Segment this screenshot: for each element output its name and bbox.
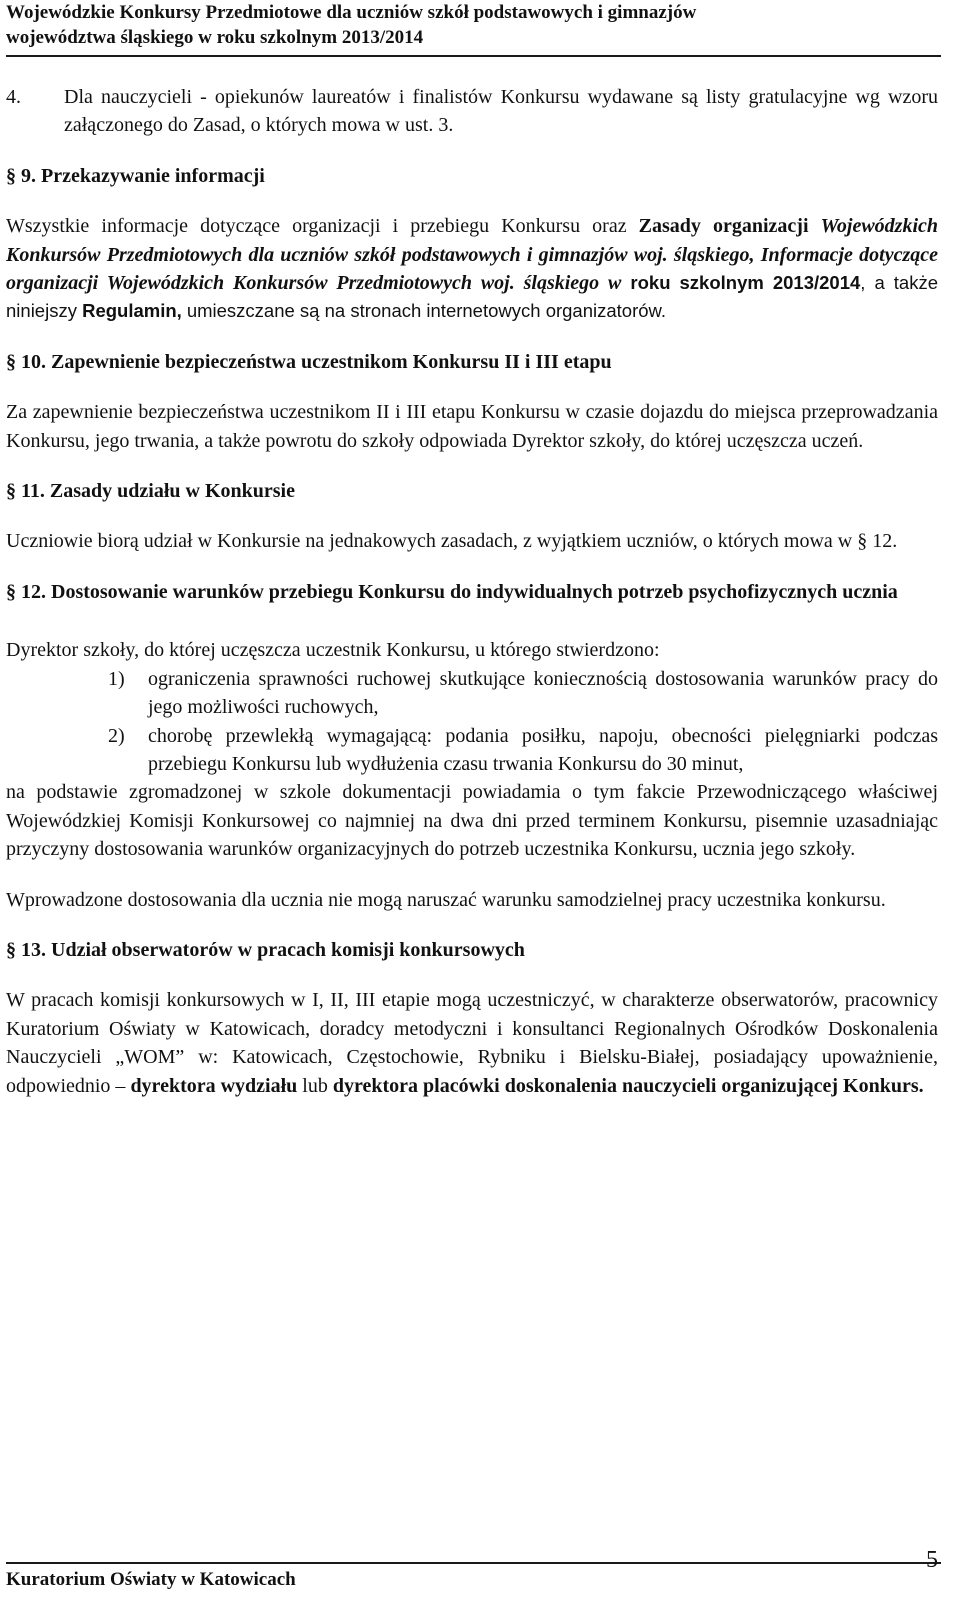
list-number: 1) [108, 667, 125, 690]
page-number: 5 [926, 1547, 938, 1573]
section-12-heading [6, 578, 938, 606]
section-9-text [6, 212, 938, 326]
text-run-bold: dyrektora placówki doskonalenia nauczycieli organizującej Konkurs. [332, 1074, 924, 1097]
page-header [6, 0, 946, 50]
text-run-bold: dyrektora wydziału [130, 1074, 298, 1097]
text-run: W pracach komisji konkursowych w I, II, III etapie mogą uczestniczyć, w charakterze obserwatorów, pracownicy Kuratorium Oświaty w Katowicach, doradcy metodyczni i konsultanci Regionalnych Ośrodków Doskonalenia Nauczycieli „WOM” w: Katowicach, Częstochowie, Rybniku i Bielsku-Białej, posiadający upoważnienie, odpowiednio – [6, 989, 938, 1097]
footer-rule [6, 1562, 941, 1564]
text-run-bold: Zasady organizacji [638, 215, 809, 238]
header-rule [6, 55, 941, 57]
paragraph-text: Dla nauczycieli - opiekunów laureatów i finalistów Konkursu wydawane są listy gratulacyjne wg wzoru załączonego do Zasad, o których mowa w ust. 3. [64, 86, 938, 137]
section-title: Dostosowanie warunków przebiegu Konkursu do indywidualnych potrzeb psychofizycznych ucznia [51, 580, 898, 603]
text-run: umieszczane są na stronach internetowych organizatorów. [186, 300, 667, 322]
paragraph-4 [6, 83, 938, 140]
list-item [108, 722, 938, 779]
document-body [6, 83, 938, 1100]
list-text: ograniczenia sprawności ruchowej skutkujące koniecznością dostosowania warunków pracy do jego możliwości ruchowych, [148, 667, 938, 719]
paragraph-number: 4. [6, 86, 21, 108]
header-line-2: województwa śląskiego w roku szkolnym 2013/2014 [6, 27, 424, 48]
section-9-heading [6, 162, 938, 190]
text-run-bold: roku szkolnym 2013/2014 [621, 272, 861, 294]
section-number: § 9. [6, 164, 36, 187]
section-12-note: Wprowadzone dostosowania dla ucznia nie mogą naruszać warunku samodzielnej pracy uczestnika konkursu. [6, 888, 886, 911]
header-line-1: Wojewódzkie Konkursy Przedmiotowe dla uczniów szkół podstawowych i gimnazjów [6, 2, 697, 23]
section-title: Zapewnienie bezpieczeństwa uczestnikom Konkursu II i III etapu [51, 350, 612, 373]
text-run: , a także niniejszy [6, 272, 938, 322]
section-title: Zasady udziału w Konkursie [49, 480, 295, 503]
text-run-bold: Regulamin, [82, 300, 182, 322]
section-title: Udział obserwatorów w pracach komisji konkursowych [51, 938, 525, 961]
list-text: chorobę przewlekłą wymagającą: podania posiłku, napoju, obecności pielęgniarki podczas przebiegu Konkursu lub wydłużenia czasu trwania Konkursu do 30 minut, [148, 724, 938, 775]
section-12-after: na podstawie zgromadzonej w szkole dokumentacji powiadamia o tym fakcie Przewodniczącego właściwej Wojewódzkiej Komisji Konkursowej co najmniej na dwa dni przed terminem Konkursu, pisemnie uzasadniając przyczyny dostosowania warunków organizacyjnych do potrzeb uczestnika Konkursu, ucznia jego szkoły. [6, 781, 938, 861]
section-number: § 11. [6, 480, 45, 503]
text-run: lub [297, 1074, 333, 1097]
list-item [108, 665, 938, 722]
section-12-intro: Dyrektor szkoły, do której uczęszcza uczestnik Konkursu, u którego stwierdzono: [6, 639, 660, 662]
list-number: 2) [108, 724, 125, 747]
footer-publisher: Kuratorium Oświaty w Katowicach [6, 1569, 296, 1590]
section-number: § 13. [6, 938, 46, 961]
section-title: Przekazywanie informacji [41, 164, 265, 187]
section-13-text [6, 986, 938, 1100]
section-13-heading [6, 936, 938, 964]
section-10-text: Za zapewnienie bezpieczeństwa uczestnikom II i III etapu Konkursu w czasie dojazdu do miejsca przeprowadzania Konkursu, jego trwania, a także powrotu do szkoły odpowiada Dyrektor szkoły, do której uczęszcza uczeń. [6, 401, 938, 452]
section-number: § 10. [6, 350, 46, 373]
section-11-text: Uczniowie biorą udział w Konkursie na jednakowych zasadach, z wyjątkiem uczniów, o których mowa w § 12. [6, 530, 898, 553]
text-run: Wszystkie informacje dotyczące organizacji i przebiegu Konkursu oraz [6, 215, 639, 238]
section-11-heading [6, 477, 938, 505]
section-10-heading [6, 348, 938, 376]
section-number: § 12. [6, 580, 46, 603]
text-run-bold-italic: Wojewódzkich Konkursów Przedmiotowych dla uczniów szkół podstawowych i gimnazjów woj. śląskiego, Informacje dotyczące organizacji Wojewódzkich Konkursów Przedmiotowych woj. śląskiego w [6, 215, 939, 295]
